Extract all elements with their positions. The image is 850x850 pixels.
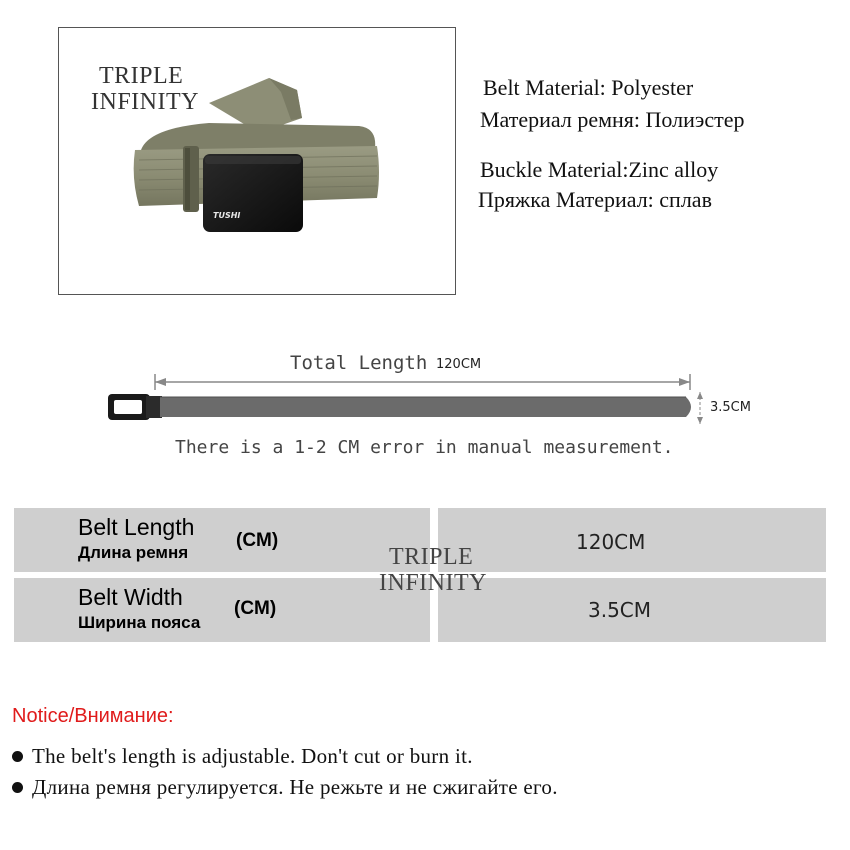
- watermark-line-2: INFINITY: [91, 89, 199, 115]
- belt-width-unit: (CM): [234, 598, 277, 619]
- notice-line-2: [12, 775, 558, 800]
- table-row: [14, 508, 430, 572]
- width-value: 3.5CM: [710, 400, 751, 415]
- total-length-value: 120CM: [436, 357, 482, 372]
- watermark-table-line-2: INFINITY: [379, 570, 487, 596]
- total-length-label: Total Length: [290, 352, 428, 374]
- buckle-material-ru: Пряжка Материал: сплав: [478, 187, 712, 212]
- notice-line-1: [12, 744, 473, 769]
- bullet-icon: [12, 751, 23, 762]
- measurement-diagram: [100, 340, 780, 475]
- notice-title: Notice/Внимание:: [12, 705, 174, 727]
- buckle-brand-text: TUSHI: [213, 211, 241, 220]
- belt-width-label-en: Belt Width: [78, 584, 183, 610]
- belt-material-ru: Материал ремня: Полиэстер: [480, 107, 745, 132]
- bullet-icon: [12, 782, 23, 793]
- spec-table: [14, 508, 826, 642]
- belt-material-en: Belt Material: Polyester: [483, 75, 694, 100]
- watermark-table-line-1: TRIPLE: [389, 544, 474, 570]
- notice-line-2-text: Длина ремня регулируется. Не режьте и не сжигайте его.: [32, 775, 558, 799]
- belt-length-unit: (CM): [236, 530, 279, 551]
- table-row: [14, 578, 430, 642]
- belt-length-label-en: Belt Length: [78, 514, 195, 540]
- watermark-line-1: TRIPLE: [99, 63, 184, 89]
- watermark-table: [379, 544, 487, 596]
- belt-width-value-cell: [438, 578, 826, 642]
- product-photo-frame: [58, 27, 456, 295]
- buckle-material-en: Buckle Material:Zinc alloy: [480, 157, 719, 182]
- belt-length-value: 120CM: [576, 530, 646, 554]
- error-note: There is a 1-2 CM error in manual measurement.: [175, 437, 674, 458]
- belt-length-value-cell: [438, 508, 826, 572]
- watermark-top: [91, 63, 199, 115]
- belt-width-value: 3.5CM: [588, 598, 652, 622]
- belt-width-label-ru: Ширина пояса: [78, 613, 201, 632]
- notice-line-1-text: The belt's length is adjustable. Don't cut or burn it.: [32, 744, 473, 768]
- belt-length-label-ru: Длина ремня: [78, 543, 189, 562]
